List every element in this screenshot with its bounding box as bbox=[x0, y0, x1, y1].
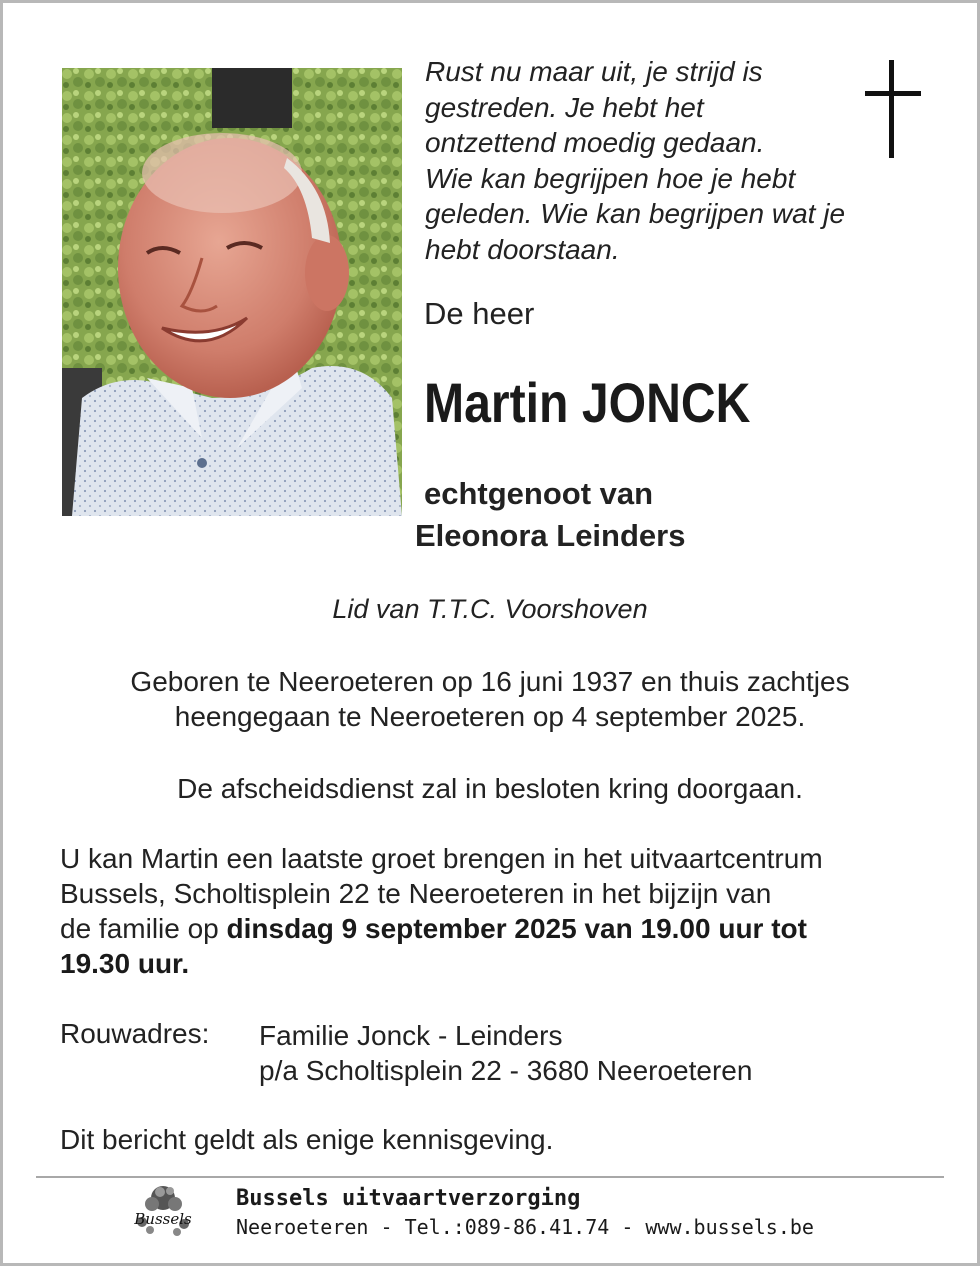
poem-line: gestreden. Je hebt het bbox=[425, 91, 704, 123]
birth-death-info bbox=[0, 664, 980, 734]
mourning-address bbox=[259, 1018, 752, 1088]
poem-line: Wie kan begrijpen hoe je hebt bbox=[425, 162, 796, 194]
poem bbox=[425, 54, 865, 267]
birth-death-line: heengegaan te Neeroeteren op 4 september 2025. bbox=[174, 701, 806, 732]
visitation-line: Bussels, Scholtisplein 22 te Neeroeteren in het bijzijn van bbox=[60, 878, 772, 909]
bussels-logo bbox=[130, 1182, 196, 1242]
visitation-line bbox=[60, 946, 940, 981]
visitation-line: U kan Martin een laatste groet brengen in het uitvaartcentrum bbox=[60, 843, 823, 874]
funeral-home-contact: Neeroeteren - Tel.:089-86.41.74 - www.bussels.be bbox=[236, 1215, 814, 1239]
ceremony-info: De afscheidsdienst zal in besloten kring doorgaan. bbox=[177, 773, 803, 804]
visitation-date: dinsdag 9 september 2025 van 19.00 uur tot bbox=[226, 913, 807, 944]
visitation-time-end: 19.30 uur. bbox=[60, 948, 190, 979]
address-line: Familie Jonck - Leinders bbox=[259, 1020, 563, 1051]
poem-line: ontzettend moedig gedaan. bbox=[425, 127, 765, 158]
svg-text:Bussels: Bussels bbox=[134, 1210, 192, 1228]
deceased-name: Martin JONCK bbox=[424, 371, 751, 434]
funeral-home-name: Bussels uitvaartverzorging bbox=[236, 1186, 581, 1211]
birth-death-line: Geboren te Neeroeteren op 16 juni 1937 en thuis zachtjes bbox=[130, 666, 850, 697]
poem-line: geleden. Wie kan begrijpen wat je bbox=[425, 198, 846, 229]
cross-icon bbox=[862, 60, 924, 160]
portrait-photo bbox=[62, 68, 402, 516]
poem-line: Rust nu maar uit, je strijd is bbox=[425, 56, 763, 87]
footer-divider bbox=[36, 1176, 944, 1178]
poem-line: hebt doorstaan. bbox=[425, 233, 620, 265]
notice-text: Dit bericht geldt als enige kennisgeving. bbox=[60, 1124, 554, 1155]
honorific: De heer bbox=[424, 296, 535, 331]
visitation-prefix: de familie op bbox=[60, 913, 227, 944]
spouse-name: Eleonora Leinders bbox=[415, 518, 686, 553]
address-line: p/a Scholtisplein 22 - 3680 Neeroeteren bbox=[259, 1055, 753, 1086]
membership: Lid van T.T.C. Voorshoven bbox=[332, 594, 648, 624]
mourning-address-label: Rouwadres: bbox=[60, 1018, 210, 1049]
visitation-line bbox=[60, 911, 940, 946]
visitation-info bbox=[60, 841, 940, 981]
spouse-label: echtgenoot van bbox=[424, 476, 654, 511]
